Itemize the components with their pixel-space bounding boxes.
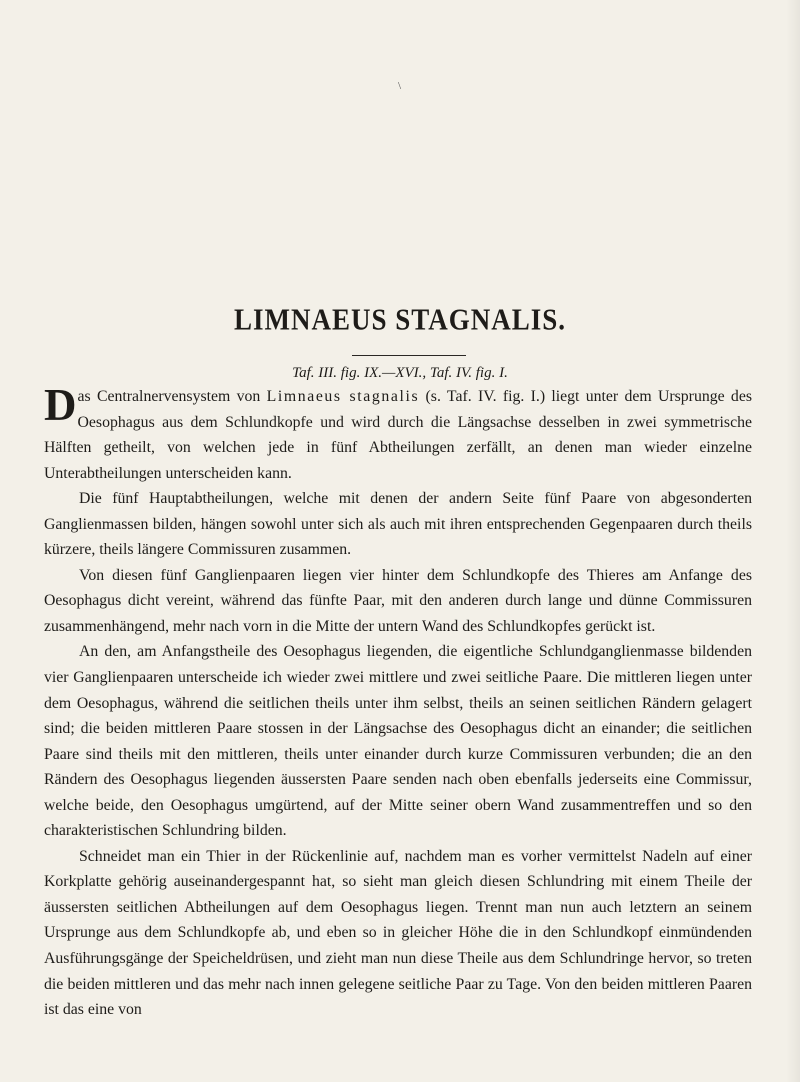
paragraph-text: (s. Taf. IV. fig. I.) liegt unter dem Ursprunge des Oesophagus aus dem Schlundkopfe und wird durch die Längsachse desselben in zwei symmetrische Hälften getheilt, von welchen jede in fünf Abtheilungen zerfällt, an denen man wieder einzelne Unterabtheilungen unterscheiden kann. <box>44 388 752 482</box>
page-mark: \ <box>398 80 402 92</box>
plate-reference: Taf. III. fig. IX.—XVI., Taf. IV. fig. I. <box>292 365 508 381</box>
paragraph-4: An den, am Anfangstheile des Oesophagus liegenden, die eigentliche Schlundganglienmasse bildenden vier Ganglienpaaren unterscheide ich wieder zwei mittlere und zwei seitliche Paare. Die mittleren liegen unter dem Oesophagus, während die seitlichen theils unter ihm selbst, theils an seinen seitlichen Rändern gelagert sind; die beiden mittleren Paare stossen in der Längsachse des Oesophagus dicht an einander; die seitlichen Paare sind theils mit den mittleren, theils unter einander durch kurze Commissuren verbunden; die an den Rändern des Oesophagus liegenden äussersten Paare senden nach oben ebenfalls jederseits eine Commissur, welche beide, den Oesophagus umgürtend, auf der Mitte seiner obern Wand zusammentreffen und so den charakteristischen Schlundring bilden. <box>44 643 752 840</box>
paragraph-2: Die fünf Hauptabtheilungen, welche mit denen der andern Seite fünf Paare von abgesonderten Ganglienmassen bilden, hängen sowohl unter sich als auch mit ihren entsprechenden Gegenpaaren durch theils kürzere, theils längere Commissuren zusammen. <box>44 490 752 559</box>
title-divider <box>352 355 466 356</box>
drop-cap: D <box>44 380 77 430</box>
paragraph-lead: as Centralnervensystem von <box>77 388 267 405</box>
paragraph-1 <box>44 380 752 486</box>
body-text <box>44 380 752 1023</box>
paragraph-3: Von diesen fünf Ganglienpaaren liegen vier hinter dem Schlundkopfe des Thieres am Anfange des Oesophagus dicht vereint, während das fünfte Paar, mit den anderen durch lange und dünne Commissuren zusammenhängend, mehr nach vorn in die Mitte der untern Wand des Schlundkopfes gerückt ist. <box>44 566 752 635</box>
paragraph-5: Schneidet man ein Thier in der Rückenlinie auf, nachdem man es vorher vermittelst Nadeln auf einer Korkplatte gehörig auseinandergespannt hat, so sieht man gleich diesen Schlundring mit einem Theile der äussersten seitlichen Abtheilungen auf dem Oesophagus liegen. Trennt man nun auch letztern an seinem Ursprunge aus dem Schlundkopfe ab, und eben so in gleicher Höhe die in den Schlundkopf einmündenden Ausführungsgänge der Speicheldrüsen, und zieht man nun diese Theile aus dem Schlundringe hervor, so treten die beiden mittleren und das mehr nach innen gelegene seitliche Paar zu Tage. Von den beiden mittleren Paaren ist das eine von <box>44 847 752 1019</box>
page-title: LIMNAEUS STAGNALIS. <box>233 301 567 337</box>
species-name: Limnaeus stagnalis <box>266 388 420 405</box>
